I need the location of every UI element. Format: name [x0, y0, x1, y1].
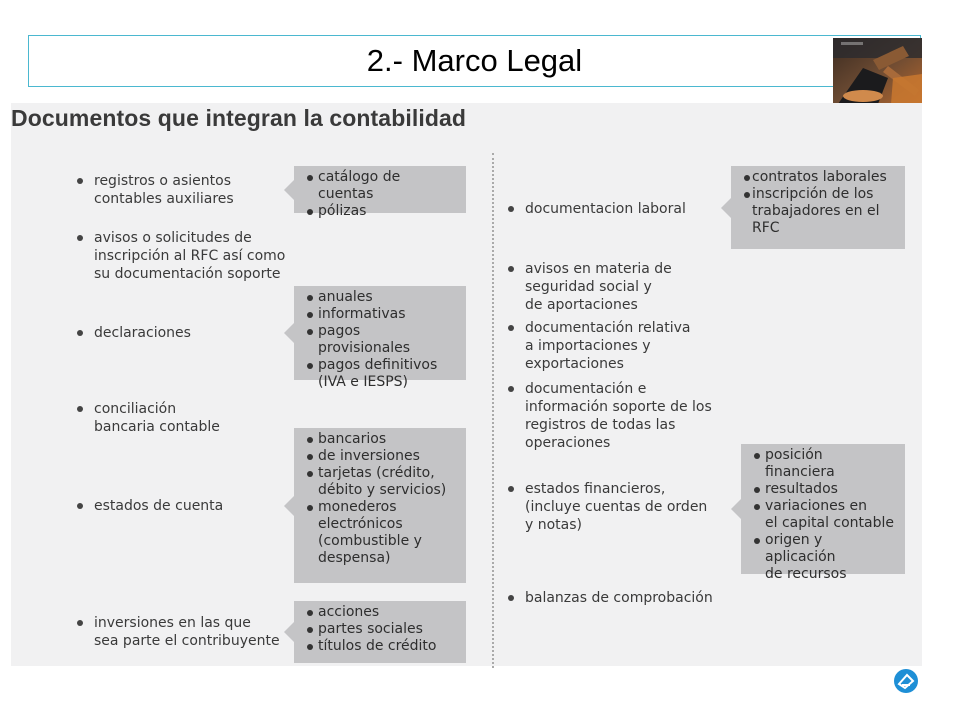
- left-box: bancarios de inversiones tarjetas (crédito, débito y servicios) monederos electrónicos (combustible y despensa): [294, 428, 466, 583]
- panel-heading: Documentos que integran la contabilidad: [11, 105, 467, 131]
- left-item: inversiones en las que sea parte el contribuyente: [75, 614, 280, 650]
- slide-title: 2.- Marco Legal: [366, 43, 583, 78]
- slide-title-box: [28, 35, 921, 87]
- right-item: documentación e información soporte de los registros de todas las operaciones: [506, 380, 712, 452]
- gavel-photo: [833, 38, 922, 104]
- right-box: posición financiera resultados variaciones en el capital contable origen y aplicación de recursos: [741, 444, 905, 574]
- right-item: balanzas de comprobación: [506, 589, 713, 607]
- right-box: contratos laborales inscripción de los trabajadores en el RFC: [731, 166, 905, 249]
- company-logo-icon: [893, 668, 919, 694]
- left-item: registros o asientos contables auxiliares: [75, 172, 234, 208]
- left-item: avisos o solicitudes de inscripción al RFC así como su documentación soporte: [75, 229, 285, 283]
- left-item: estados de cuenta: [75, 497, 223, 515]
- column-divider: [492, 153, 494, 668]
- left-box: acciones partes sociales títulos de crédito: [294, 601, 466, 663]
- right-item: documentación relativa a importaciones y exportaciones: [506, 319, 690, 373]
- right-item: estados financieros, (incluye cuentas de orden y notas): [506, 480, 707, 534]
- left-box: catálogo de cuentas pólizas: [294, 166, 466, 213]
- left-box: anuales informativas pagos provisionales pagos definitivos (IVA e IESPS): [294, 286, 466, 380]
- left-item: declaraciones: [75, 324, 191, 342]
- content-panel: [11, 103, 922, 666]
- right-item: avisos en materia de seguridad social y de aportaciones: [506, 260, 672, 314]
- right-item: documentacion laboral: [506, 200, 686, 218]
- left-item: conciliación bancaria contable: [75, 400, 220, 436]
